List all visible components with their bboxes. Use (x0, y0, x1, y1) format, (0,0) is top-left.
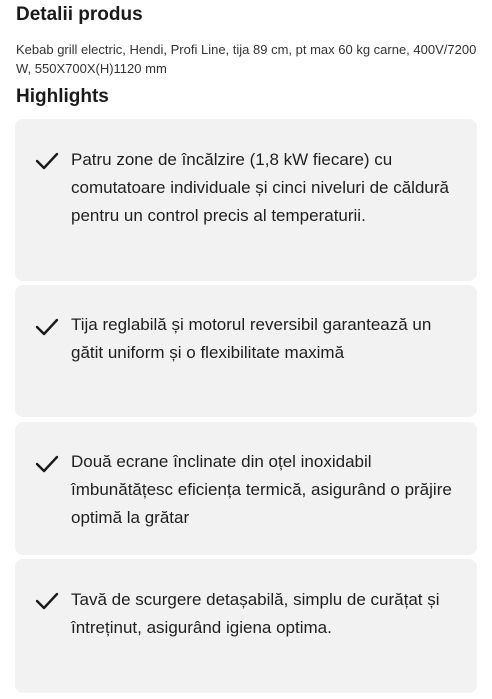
details-title: Detalii produs (16, 4, 143, 25)
highlight-text: Patru zone de încălzire (1,8 kW fiecare) cu comutatoare individuale și cinci niveluri de căldură pentru un control precis al temperaturii. (71, 150, 449, 225)
product-description: Kebab grill electric, Hendi, Profi Line, tija 89 cm, pt max 60 kg carne, 400V/7200 W, 550X700X(H)1120 mm (16, 42, 477, 76)
check-icon (35, 592, 59, 610)
highlight-card-2 (15, 285, 477, 417)
highlight-card-1 (15, 119, 477, 281)
highlight-card-4 (15, 559, 477, 693)
check-icon (35, 455, 59, 473)
check-icon (35, 152, 59, 170)
check-icon (35, 318, 59, 336)
highlight-card-3 (15, 422, 477, 555)
highlight-text: Tija reglabilă și motorul reversibil garantează un gătit uniform și o flexibilitate maximă (71, 315, 432, 362)
highlights-title: Highlights (16, 86, 109, 107)
highlight-text: Două ecrane înclinate din oțel inoxidabil îmbunătățesc eficiența termică, asigurând o prăjire optimă la grătar (71, 452, 452, 527)
highlight-text: Tavă de scurgere detașabilă, simplu de curățat și întreținut, asigurând igiena optima. (71, 590, 440, 637)
